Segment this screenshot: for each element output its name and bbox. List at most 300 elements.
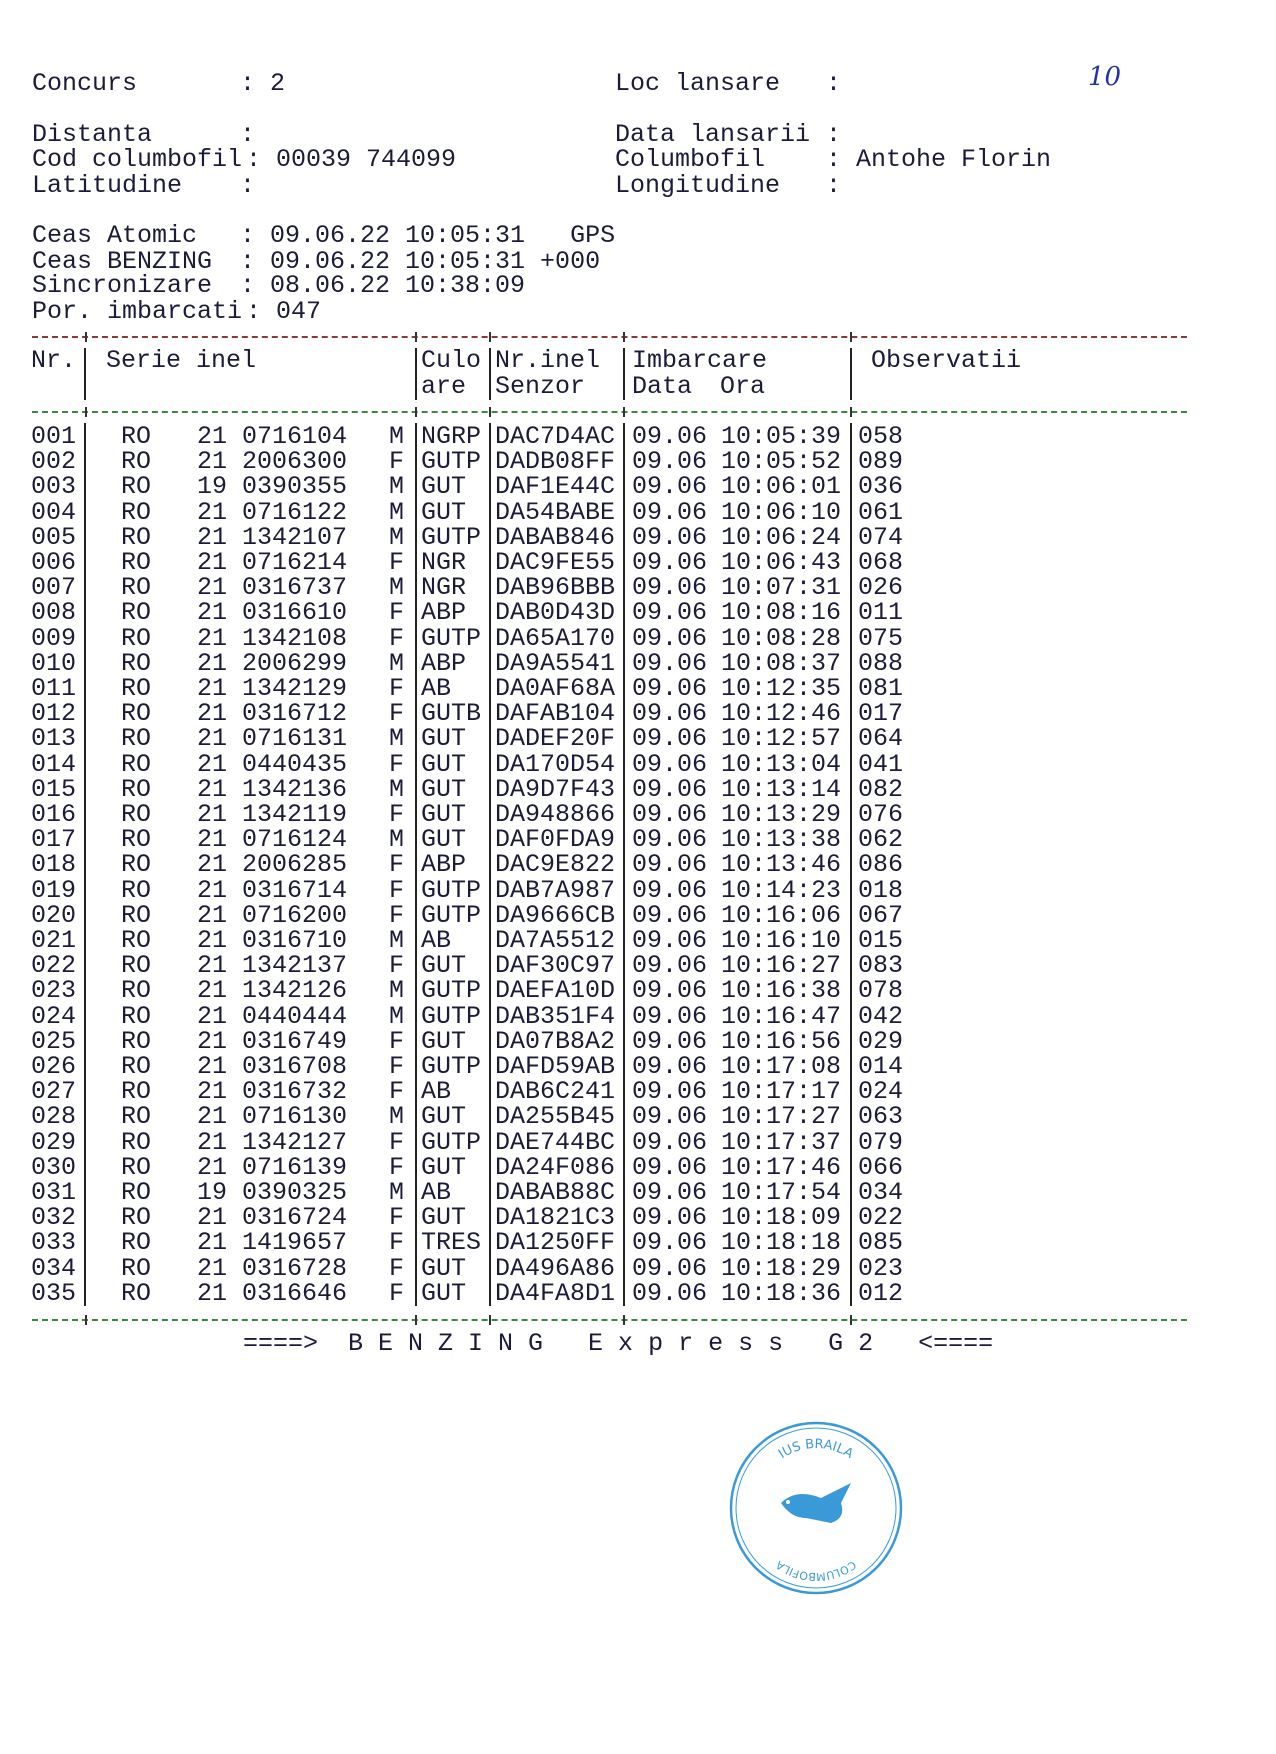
cell-ring: 1419657 [242,1228,348,1258]
cell-country: RO [121,825,152,855]
cell-color: GUT [421,724,467,754]
cell-sensor: DA255B45 [495,1102,616,1132]
cell-obs: 074 [858,522,904,552]
cell-ring: 2006299 [242,648,348,678]
cell-sex: F [389,548,405,577]
cell-year: 21 [197,825,228,855]
cell-country: RO [121,1077,152,1107]
table-row [0,550,1276,575]
cell-sensor: DA07B8A2 [495,1026,616,1056]
column-divider [415,348,417,400]
cell-year: 21 [197,648,228,678]
cell-time: 10:12:57 [721,724,842,754]
cell-sex: F [389,1203,405,1233]
cell-sex: F [389,875,405,905]
cell-time: 10:08:16 [721,598,842,628]
cell-ring: 1342108 [242,623,348,653]
cell-ring: 0316708 [242,1052,348,1081]
cell-year: 21 [197,699,228,729]
columbofil-colon: : Antohe Florin [826,145,1052,174]
cell-nr: 004 [31,497,77,527]
cell-time: 10:18:36 [721,1278,842,1308]
cell-time: 10:07:31 [721,573,842,603]
cell-color: GUT [421,1203,467,1233]
cell-obs: 018 [858,875,904,905]
cell-obs: 067 [858,900,904,930]
cell-nr: 023 [31,976,77,1006]
cell-nr: 030 [31,1152,77,1182]
ceas-benzing-value: 09.06.22 10:05:31 +000 [270,247,601,276]
footer-banner: ====> B E N Z I N G E x p r e s s G 2 <==== [243,1329,994,1358]
cell-sensor: DA24F086 [495,1152,616,1182]
table-row [0,623,1276,653]
cell-country: RO [121,422,152,451]
cell-color: GUT [421,1278,467,1308]
cell-date: 09.06 [632,976,708,1006]
cell-date: 09.06 [632,1001,708,1031]
cell-color: GUT [421,800,467,829]
cell-sex: M [389,648,405,678]
cell-time: 10:16:47 [721,1001,842,1031]
cell-nr: 005 [31,522,77,552]
cell-sensor: DAC9E822 [495,850,616,880]
cell-time: 10:13:38 [721,825,842,855]
cell-time: 10:16:38 [721,976,842,1006]
cell-country: RO [121,749,152,779]
cell-obs: 083 [858,951,904,981]
cell-country: RO [121,1203,152,1233]
cell-nr: 013 [31,724,77,754]
cell-color: GUTP [421,522,482,552]
cell-nr: 003 [31,472,77,502]
cell-ring: 0316710 [242,926,348,955]
cell-sex: F [389,674,405,703]
cell-obs: 088 [858,648,904,678]
cell-obs: 017 [858,699,904,729]
por-imbarcati-colon: : 047 [246,297,322,326]
cell-sensor: DA948866 [495,800,616,829]
cell-obs: 036 [858,472,904,502]
cell-year: 19 [197,472,228,502]
table-row [0,472,1276,502]
cell-nr: 035 [31,1278,77,1308]
cell-year: 21 [197,800,228,829]
cell-time: 10:08:37 [721,648,842,678]
header-nr-inel: Nr.inel [495,346,601,375]
cell-nr: 026 [31,1052,77,1081]
cell-date: 09.06 [632,1228,708,1258]
cell-ring: 2006300 [242,447,348,477]
cell-time: 10:17:27 [721,1102,842,1132]
cell-year: 21 [197,1228,228,1258]
concurs-label: Concurs [32,69,138,98]
table-row [0,648,1276,678]
cell-ring: 1342129 [242,674,348,703]
cell-sex: F [389,800,405,829]
cell-sensor: DA9A5541 [495,648,616,678]
cell-sensor: DABAB88C [495,1178,616,1207]
cell-country: RO [121,497,152,527]
cell-country: RO [121,522,152,552]
cell-ring: 0316610 [242,598,348,628]
cell-color: GUTP [421,1127,482,1157]
cell-year: 21 [197,573,228,603]
cell-year: 21 [197,724,228,754]
cell-sex: M [389,422,405,451]
cell-year: 21 [197,1102,228,1132]
cell-color: NGRP [421,422,482,451]
cell-year: 21 [197,926,228,955]
cell-nr: 024 [31,1001,77,1031]
cell-sex: M [389,1102,405,1132]
cell-sensor: DAF30C97 [495,951,616,981]
cell-sex: F [389,1278,405,1308]
cell-date: 09.06 [632,1077,708,1107]
cell-sex: M [389,472,405,502]
cell-sensor: DAC9FE55 [495,548,616,577]
cod-columbofil-label: Cod columbofil [32,145,243,174]
handwritten-note: 10 [1088,62,1122,92]
table-row [0,875,1276,905]
cell-ring: 0440444 [242,1001,348,1031]
sincronizare-label: Sincronizare [32,271,213,300]
cell-year: 21 [197,749,228,779]
cell-year: 21 [197,951,228,981]
cell-nr: 019 [31,875,77,905]
cell-color: ABP [421,598,467,628]
table-row [0,825,1276,855]
cell-date: 09.06 [632,699,708,729]
cell-sex: F [389,1052,405,1081]
cell-time: 10:17:37 [721,1127,842,1157]
cell-nr: 008 [31,598,77,628]
cell-date: 09.06 [632,548,708,577]
cod-columbofil-value: 00039 744099 [276,145,457,174]
table-row [0,1054,1276,1079]
cell-time: 10:13:14 [721,774,842,804]
cell-color: AB [421,1178,452,1207]
cell-sex: F [389,1127,405,1157]
cell-time: 10:18:18 [721,1228,842,1258]
cell-country: RO [121,1253,152,1283]
cell-sex: F [389,1026,405,1056]
cell-time: 10:17:54 [721,1178,842,1207]
cell-sex: M [389,522,405,552]
cell-country: RO [121,1228,152,1258]
cell-nr: 007 [31,573,77,603]
table-row [0,928,1276,953]
cell-sex: F [389,749,405,779]
cell-ring: 0316732 [242,1077,348,1107]
cod-columbofil-colon: : 00039 744099 [246,145,457,174]
cell-country: RO [121,1278,152,1308]
cell-ring: 0316714 [242,875,348,905]
cell-nr: 022 [31,951,77,981]
cell-ring: 0316712 [242,699,348,729]
cell-ring: 0716139 [242,1152,348,1182]
cell-nr: 031 [31,1178,77,1207]
cell-sensor: DA4FA8D1 [495,1278,616,1308]
table-row [0,802,1276,827]
cell-country: RO [121,447,152,477]
cell-sensor: DA9666CB [495,900,616,930]
cell-year: 21 [197,623,228,653]
cell-obs: 062 [858,825,904,855]
cell-color: GUTP [421,447,482,477]
cell-time: 10:16:27 [721,951,842,981]
cell-obs: 012 [858,1278,904,1308]
cell-color: GUT [421,1026,467,1056]
cell-sensor: DAEFA10D [495,976,616,1006]
cell-date: 09.06 [632,850,708,880]
cell-color: GUT [421,951,467,981]
cell-nr: 029 [31,1127,77,1157]
columbofil-value: Antohe Florin [856,145,1052,174]
table-row [0,1077,1276,1107]
cell-color: GUTP [421,976,482,1006]
cell-nr: 002 [31,447,77,477]
cell-ring: 0716200 [242,900,348,930]
cell-obs: 089 [858,447,904,477]
sincronizare-colon: : 08.06.22 10:38:09 [240,271,526,300]
cell-sex: F [389,900,405,930]
header-observatii: Observatii [871,346,1022,375]
distanta-colon: : [240,120,271,149]
cell-color: NGR [421,573,467,603]
cell-sensor: DA1821C3 [495,1203,616,1233]
cell-color: TRES [421,1228,482,1258]
cell-date: 09.06 [632,1203,708,1233]
cell-time: 10:14:23 [721,875,842,905]
cell-nr: 020 [31,900,77,930]
table-row [0,1001,1276,1031]
cell-sensor: DAE744BC [495,1127,616,1157]
cell-country: RO [121,951,152,981]
cell-obs: 082 [858,774,904,804]
cell-sex: F [389,623,405,653]
cell-color: AB [421,926,452,955]
cell-country: RO [121,699,152,729]
cell-nr: 011 [31,674,77,703]
table-bottom-divider [32,1319,1187,1321]
cell-country: RO [121,1026,152,1056]
cell-year: 21 [197,522,228,552]
cell-sex: F [389,598,405,628]
cell-country: RO [121,850,152,880]
cell-ring: 0316737 [242,573,348,603]
cell-country: RO [121,573,152,603]
cell-sensor: DA65A170 [495,623,616,653]
header-culoare-1: Culo [421,346,482,375]
cell-date: 09.06 [632,1026,708,1056]
cell-date: 09.06 [632,497,708,527]
cell-ring: 1342119 [242,800,348,829]
cell-time: 10:08:28 [721,623,842,653]
cell-obs: 058 [858,422,904,451]
data-lansarii-colon: : [826,120,857,149]
concurs-value: 2 [270,69,286,98]
cell-sensor: DA0AF68A [495,674,616,703]
cell-country: RO [121,1178,152,1207]
cell-obs: 078 [858,976,904,1006]
table-row [0,850,1276,880]
cell-sex: F [389,699,405,729]
header-culoare-2: are [421,372,467,401]
cell-year: 21 [197,1152,228,1182]
por-imbarcati-label: Por. imbarcati [32,297,243,326]
header-serie-inel: Serie inel [106,346,257,375]
cell-sex: M [389,976,405,1006]
cell-obs: 041 [858,749,904,779]
table-row [0,1102,1276,1132]
cell-obs: 023 [858,1253,904,1283]
cell-country: RO [121,548,152,577]
table-row [0,1228,1276,1258]
cell-obs: 061 [858,497,904,527]
cell-time: 10:05:39 [721,422,842,451]
cell-sex: M [389,573,405,603]
cell-year: 21 [197,976,228,1006]
cell-year: 21 [197,598,228,628]
cell-year: 21 [197,1001,228,1031]
table-row [0,1203,1276,1233]
cell-ring: 0316728 [242,1253,348,1283]
cell-nr: 033 [31,1228,77,1258]
cell-year: 21 [197,497,228,527]
cell-date: 09.06 [632,724,708,754]
cell-obs: 076 [858,800,904,829]
concurs-line [32,71,137,97]
column-divider [489,348,491,400]
column-divider [84,348,86,400]
cell-sensor: DA54BABE [495,497,616,527]
cell-country: RO [121,800,152,829]
cell-nr: 009 [31,623,77,653]
cell-ring: 1342137 [242,951,348,981]
cell-color: GUT [421,497,467,527]
cell-obs: 026 [858,573,904,603]
cell-color: AB [421,674,452,703]
cell-time: 10:06:24 [721,522,842,552]
header-nr: Nr. [31,346,77,375]
cell-sensor: DAB351F4 [495,1001,616,1031]
cell-obs: 079 [858,1127,904,1157]
cell-date: 09.06 [632,1152,708,1182]
cell-ring: 0716124 [242,825,348,855]
cell-sex: M [389,926,405,955]
cell-nr: 016 [31,800,77,829]
cell-date: 09.06 [632,1278,708,1308]
cell-country: RO [121,472,152,502]
ceas-atomic-label: Ceas Atomic [32,221,198,250]
cell-sensor: DAC7D4AC [495,422,616,451]
cell-nr: 014 [31,749,77,779]
cell-color: AB [421,1077,452,1107]
cell-sensor: DAB0D43D [495,598,616,628]
cell-obs: 064 [858,724,904,754]
cell-color: GUT [421,774,467,804]
cell-date: 09.06 [632,648,708,678]
table-row [0,1180,1276,1205]
cell-country: RO [121,1102,152,1132]
cell-nr: 021 [31,926,77,955]
cell-country: RO [121,648,152,678]
cell-nr: 018 [31,850,77,880]
cell-sex: F [389,1228,405,1258]
cell-nr: 001 [31,422,77,451]
table-row [0,1127,1276,1157]
cell-date: 09.06 [632,1052,708,1081]
cell-sex: M [389,1178,405,1207]
cell-color: GUT [421,472,467,502]
cell-country: RO [121,1052,152,1081]
cell-ring: 0440435 [242,749,348,779]
cell-color: GUT [421,1253,467,1283]
distanta-label: Distanta [32,120,153,149]
cell-obs: 085 [858,1228,904,1258]
cell-year: 21 [197,774,228,804]
cell-year: 21 [197,548,228,577]
cell-date: 09.06 [632,1253,708,1283]
cell-color: GUTP [421,875,482,905]
cell-nr: 028 [31,1102,77,1132]
cell-date: 09.06 [632,598,708,628]
cell-nr: 025 [31,1026,77,1056]
ceas-atomic-value: 09.06.22 10:05:31 GPS [270,221,616,250]
cell-sex: M [389,774,405,804]
cell-ring: 0716131 [242,724,348,754]
cell-color: GUT [421,749,467,779]
cell-ring: 1342126 [242,976,348,1006]
cell-obs: 081 [858,674,904,703]
columbofil-label: Columbofil [615,145,766,174]
cell-year: 21 [197,1052,228,1081]
table-row [0,976,1276,1006]
table-row [0,724,1276,754]
cell-color: GUTP [421,623,482,653]
cell-year: 21 [197,1278,228,1308]
cell-sensor: DADB08FF [495,447,616,477]
ceas-benzing-colon: : 09.06.22 10:05:31 +000 [240,247,601,276]
cell-date: 09.06 [632,900,708,930]
cell-time: 10:16:06 [721,900,842,930]
cell-obs: 086 [858,850,904,880]
cell-date: 09.06 [632,774,708,804]
cell-sex: F [389,1152,405,1182]
cell-color: ABP [421,648,467,678]
cell-ring: 0316724 [242,1203,348,1233]
cell-country: RO [121,674,152,703]
cell-sex: F [389,951,405,981]
cell-year: 21 [197,422,228,451]
header-senzor: Senzor [495,372,586,401]
cell-ring: 1342127 [242,1127,348,1157]
cell-country: RO [121,1001,152,1031]
cell-sensor: DA496A86 [495,1253,616,1283]
cell-date: 09.06 [632,573,708,603]
cell-year: 21 [197,900,228,930]
svg-text:IUS BRAILA: IUS BRAILA [775,1436,856,1462]
cell-ring: 0390355 [242,472,348,502]
cell-obs: 063 [858,1102,904,1132]
cell-date: 09.06 [632,1102,708,1132]
club-stamp [726,1418,906,1598]
header-data: Data [632,372,693,401]
table-row [0,900,1276,930]
table-row [0,774,1276,804]
header-imbarcare: Imbarcare [632,346,768,375]
cell-sex: F [389,850,405,880]
